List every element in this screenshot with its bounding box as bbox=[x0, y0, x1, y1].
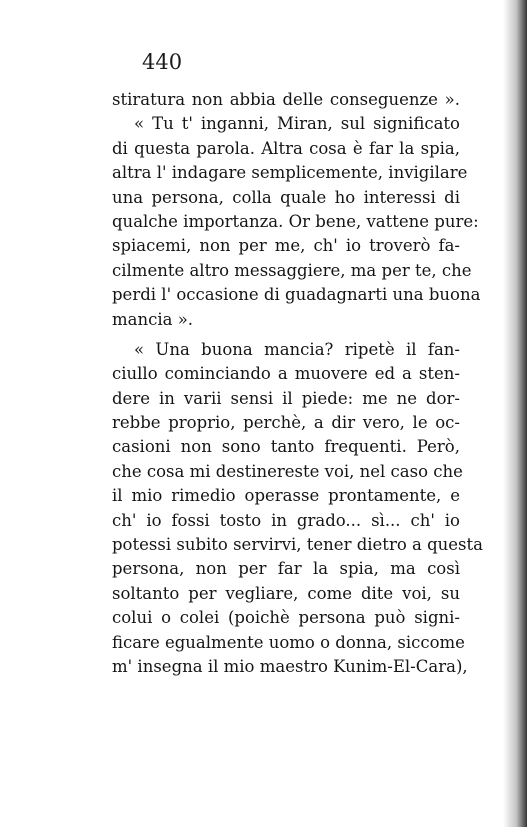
text-line: rebbe proprio, perchè, a dir vero, le oc- bbox=[112, 413, 460, 433]
text-line: m' insegna il mio maestro Kunim-El-Cara), bbox=[112, 656, 468, 676]
text-line: cilmente altro messaggiere, ma per te, che bbox=[112, 260, 472, 280]
text-line: spiacemi, non per me, ch' io troverò fa- bbox=[112, 236, 460, 256]
paragraph bbox=[112, 338, 483, 679]
text-line: mancia ». bbox=[112, 309, 194, 329]
text-line: persona, non per far la spia, ma così bbox=[112, 559, 460, 579]
text-line: dere in varii sensi il piede: me ne dor- bbox=[112, 388, 460, 408]
text-line: una persona, colla quale ho interessi di bbox=[112, 187, 460, 207]
text-line: che cosa mi destinereste voi, nel caso che bbox=[112, 461, 463, 481]
text-line: « Tu t' inganni, Miran, sul significato bbox=[134, 114, 460, 134]
text-line: casioni non sono tanto frequenti. Però, bbox=[112, 437, 460, 457]
text-line: di questa parola. Altra cosa è far la spia, bbox=[112, 138, 460, 158]
text-line: perdi l' occasione di guadagnarti una buona bbox=[112, 285, 481, 305]
body-text bbox=[112, 88, 483, 679]
text-line: colui o colei (poichè persona può signi- bbox=[112, 608, 460, 628]
text-line: « Una buona mancia? ripetè il fan- bbox=[134, 339, 460, 359]
text-line: il mio rimedio operasse prontamente, e bbox=[112, 486, 460, 506]
text-line: potessi subito servirvi, tener dietro a questa bbox=[112, 535, 483, 555]
text-line: ciullo cominciando a muovere ed a sten- bbox=[112, 364, 460, 384]
page-edge-shadow bbox=[503, 0, 527, 827]
text-line: ficare egualmente uomo o donna, siccome bbox=[112, 632, 465, 652]
text-line: ch' io fossi tosto in grado... sì... ch' io bbox=[112, 510, 460, 530]
paragraph bbox=[112, 88, 481, 332]
page-number: 440 bbox=[142, 50, 183, 74]
text-line: altra l' indagare semplicemente, invigilare bbox=[112, 163, 468, 183]
text-line: stiratura non abbia delle conseguenze ». bbox=[112, 90, 460, 109]
text-line: soltanto per vegliare, come dite voi, su bbox=[112, 583, 460, 603]
text-line: qualche importanza. Or bene, vattene pure: bbox=[112, 211, 479, 231]
